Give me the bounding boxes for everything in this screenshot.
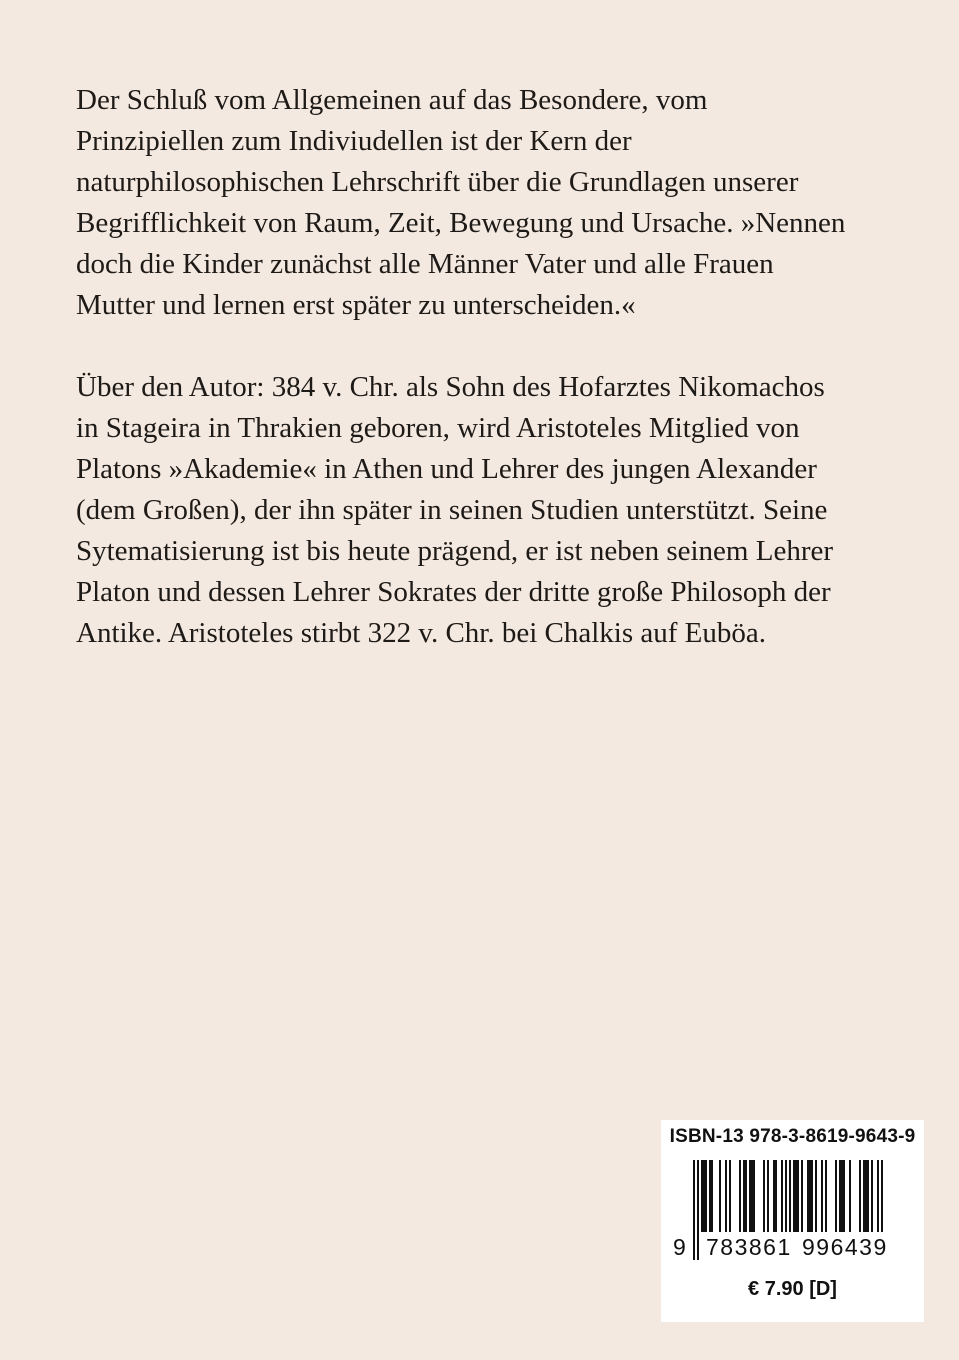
barcode-bar — [807, 1160, 813, 1232]
barcode-bar — [849, 1160, 851, 1232]
barcode-bar — [743, 1160, 747, 1232]
barcode-bar — [719, 1160, 721, 1232]
barcode-bar — [801, 1160, 803, 1232]
isbn-label: ISBN-13 978-3-8619-9643-9 — [669, 1126, 916, 1147]
bio-line: in Stageira in Thrakien geboren, wird Aristoteles Mitglied von — [76, 412, 800, 444]
barcode-digit-group-left: 783861 — [706, 1234, 792, 1260]
barcode-bar — [781, 1160, 783, 1232]
blurb-line: Begrifflichkeit von Raum, Zeit, Bewegung und Ursache. »Nennen — [76, 207, 846, 239]
barcode-bar — [767, 1160, 769, 1232]
bio-line: Sytematisierung ist bis heute prägend, er ist neben seinem Lehrer — [76, 535, 834, 567]
barcode-bar — [863, 1160, 869, 1232]
blurb-line: Der Schluß vom Allgemeinen auf das Besondere, vom — [76, 84, 708, 116]
bio-line: Über den Autor: 384 v. Chr. als Sohn des Hofarztes Nikomachos — [76, 371, 825, 403]
barcode-bar — [871, 1160, 873, 1232]
barcode-bar — [839, 1160, 845, 1232]
barcode-bar — [763, 1160, 765, 1232]
barcode-bar — [701, 1160, 707, 1232]
blurb-line: doch die Kinder zunächst alle Männer Vater und alle Frauen — [76, 248, 774, 280]
barcode-bar — [825, 1160, 827, 1232]
barcode-bar — [739, 1160, 741, 1232]
barcode-bar — [835, 1160, 837, 1232]
barcode-bar — [773, 1160, 777, 1232]
barcode-bar — [815, 1160, 817, 1232]
author-bio-paragraph — [76, 367, 886, 654]
price-label: € 7.90 [D] — [748, 1278, 837, 1300]
blurb-line: naturphilosophischen Lehrschrift über die Grundlagen unserer — [76, 166, 799, 198]
barcode-bar — [709, 1160, 713, 1232]
bio-line: Platons »Akademie« in Athen und Lehrer des jungen Alexander — [76, 453, 817, 485]
isbn-barcode-panel — [661, 1120, 924, 1322]
bio-line: Antike. Aristoteles stirbt 322 v. Chr. bei Chalkis auf Euböa. — [76, 617, 767, 649]
blurb-line: Prinzipiellen zum Indiviudellen ist der Kern der — [76, 125, 632, 157]
bio-line: Platon und dessen Lehrer Sokrates der dritte große Philosoph der — [76, 576, 831, 608]
barcode-bar — [729, 1160, 731, 1232]
barcode-bar — [859, 1160, 861, 1232]
barcode-bar — [821, 1160, 823, 1232]
barcode-guard-bar — [693, 1160, 695, 1260]
bio-line: (dem Großen), der ihn später in seinen Studien unterstützt. Seine — [76, 494, 828, 526]
barcode-guard-bar — [697, 1160, 699, 1260]
blurb-line: Mutter und lernen erst später zu unterscheiden.« — [76, 289, 636, 321]
barcode-bar — [725, 1160, 727, 1232]
barcode-bar — [793, 1160, 799, 1232]
blurb-paragraph — [76, 80, 886, 326]
barcode-digit-group-right: 996439 — [802, 1234, 888, 1260]
barcode-bar — [749, 1160, 755, 1232]
barcode-digit-lead: 9 — [673, 1234, 686, 1260]
